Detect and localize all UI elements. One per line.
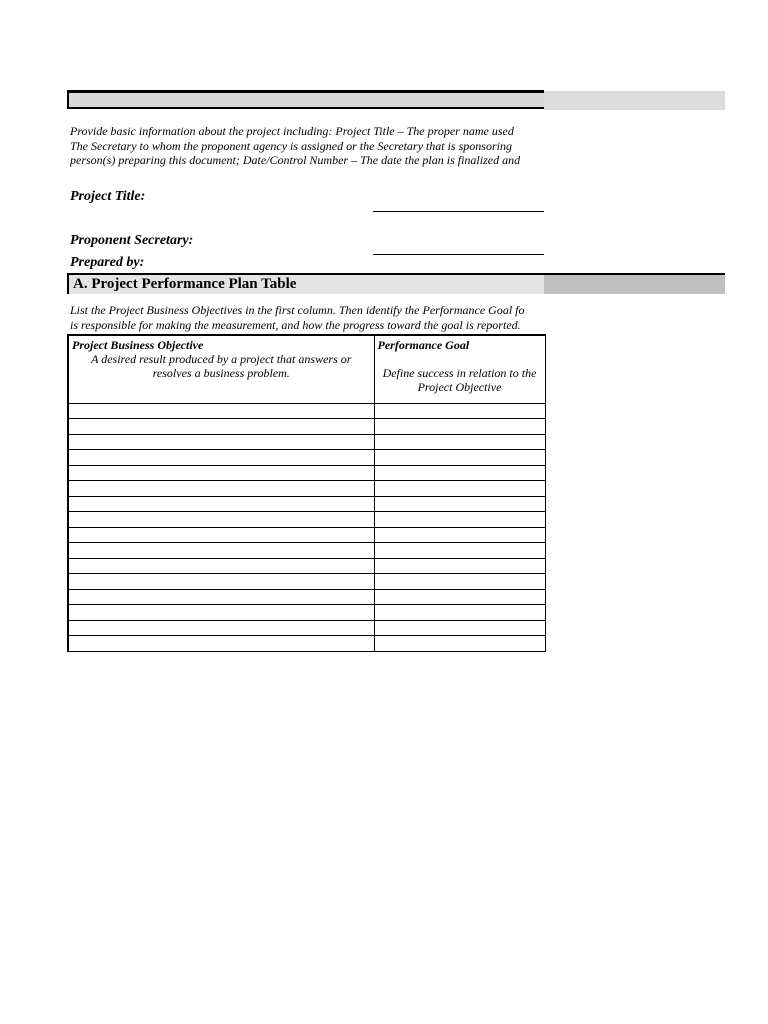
table-row bbox=[68, 434, 545, 450]
goal-cell[interactable] bbox=[374, 512, 545, 528]
column-title: Project Business Objective bbox=[72, 338, 204, 352]
objective-cell[interactable] bbox=[68, 527, 374, 543]
column-header-objective bbox=[68, 335, 374, 403]
table-row bbox=[68, 450, 545, 466]
instruction-line: is responsible for making the measurement, and how the progress toward the goal is reported. bbox=[70, 318, 521, 332]
document-title-bar-extension bbox=[544, 91, 725, 110]
column-header-goal bbox=[374, 335, 545, 403]
performance-plan-table bbox=[67, 334, 546, 652]
table-row bbox=[68, 605, 545, 621]
section-a-header-cell bbox=[67, 275, 544, 294]
column-title: Performance Goal bbox=[377, 338, 470, 352]
objective-cell[interactable] bbox=[68, 636, 374, 652]
objective-cell[interactable] bbox=[68, 589, 374, 605]
section-a-instructions bbox=[70, 303, 544, 333]
goal-cell[interactable] bbox=[374, 450, 545, 466]
table-row bbox=[68, 512, 545, 528]
table-row bbox=[68, 403, 545, 419]
table-row bbox=[68, 527, 545, 543]
section-a-title: A. Project Performance Plan Table bbox=[73, 276, 297, 292]
table-row bbox=[68, 636, 545, 652]
table-row bbox=[68, 620, 545, 636]
goal-cell[interactable] bbox=[374, 574, 545, 590]
objective-cell[interactable] bbox=[68, 450, 374, 466]
column-description: Define success in relation to the Project Objective bbox=[382, 366, 537, 394]
proponent-secretary-field[interactable] bbox=[373, 254, 544, 255]
goal-cell[interactable] bbox=[374, 527, 545, 543]
objective-cell[interactable] bbox=[68, 620, 374, 636]
objective-cell[interactable] bbox=[68, 512, 374, 528]
goal-cell[interactable] bbox=[374, 465, 545, 481]
intro-line: person(s) preparing this document; Date/Control Number – The date the plan is finalized and bbox=[70, 153, 521, 167]
table-row bbox=[68, 558, 545, 574]
table-header-row bbox=[68, 335, 545, 403]
table-row bbox=[68, 419, 545, 435]
objective-cell[interactable] bbox=[68, 605, 374, 621]
intro-line: The Secretary to whom the proponent agency is assigned or the Secretary that is sponsoring bbox=[70, 138, 512, 153]
table-row bbox=[68, 496, 545, 512]
goal-cell[interactable] bbox=[374, 636, 545, 652]
goal-cell[interactable] bbox=[374, 419, 545, 435]
instruction-line: List the Project Business Objectives in the first column. Then identify the Performance Goal fo bbox=[70, 303, 525, 317]
objective-cell[interactable] bbox=[68, 403, 374, 419]
table-row bbox=[68, 574, 545, 590]
document-title-bar bbox=[67, 90, 544, 109]
table-row bbox=[68, 589, 545, 605]
goal-cell[interactable] bbox=[374, 403, 545, 419]
goal-cell[interactable] bbox=[374, 434, 545, 450]
goal-cell[interactable] bbox=[374, 589, 545, 605]
goal-cell[interactable] bbox=[374, 481, 545, 497]
intro-paragraph bbox=[70, 124, 544, 168]
project-title-field[interactable] bbox=[373, 211, 544, 212]
prepared-by-label: Prepared by: bbox=[70, 255, 145, 270]
intro-line: Provide basic information about the project including: Project Title – The proper name used bbox=[70, 124, 514, 138]
goal-cell[interactable] bbox=[374, 620, 545, 636]
objective-cell[interactable] bbox=[68, 558, 374, 574]
goal-cell[interactable] bbox=[374, 543, 545, 559]
objective-cell[interactable] bbox=[68, 543, 374, 559]
goal-cell[interactable] bbox=[374, 605, 545, 621]
objective-cell[interactable] bbox=[68, 574, 374, 590]
objective-cell[interactable] bbox=[68, 465, 374, 481]
objective-cell[interactable] bbox=[68, 496, 374, 512]
table-row bbox=[68, 543, 545, 559]
goal-cell[interactable] bbox=[374, 496, 545, 512]
table-body bbox=[68, 403, 545, 651]
objective-cell[interactable] bbox=[68, 419, 374, 435]
project-title-label: Project Title: bbox=[70, 189, 146, 204]
section-a-header bbox=[67, 273, 725, 294]
column-description: A desired result produced by a project that answers or resolves a business problem. bbox=[91, 352, 352, 380]
objective-cell[interactable] bbox=[68, 434, 374, 450]
objective-cell[interactable] bbox=[68, 481, 374, 497]
goal-cell[interactable] bbox=[374, 558, 545, 574]
proponent-secretary-label: Proponent Secretary: bbox=[70, 233, 194, 248]
table-row bbox=[68, 481, 545, 497]
table-row bbox=[68, 465, 545, 481]
